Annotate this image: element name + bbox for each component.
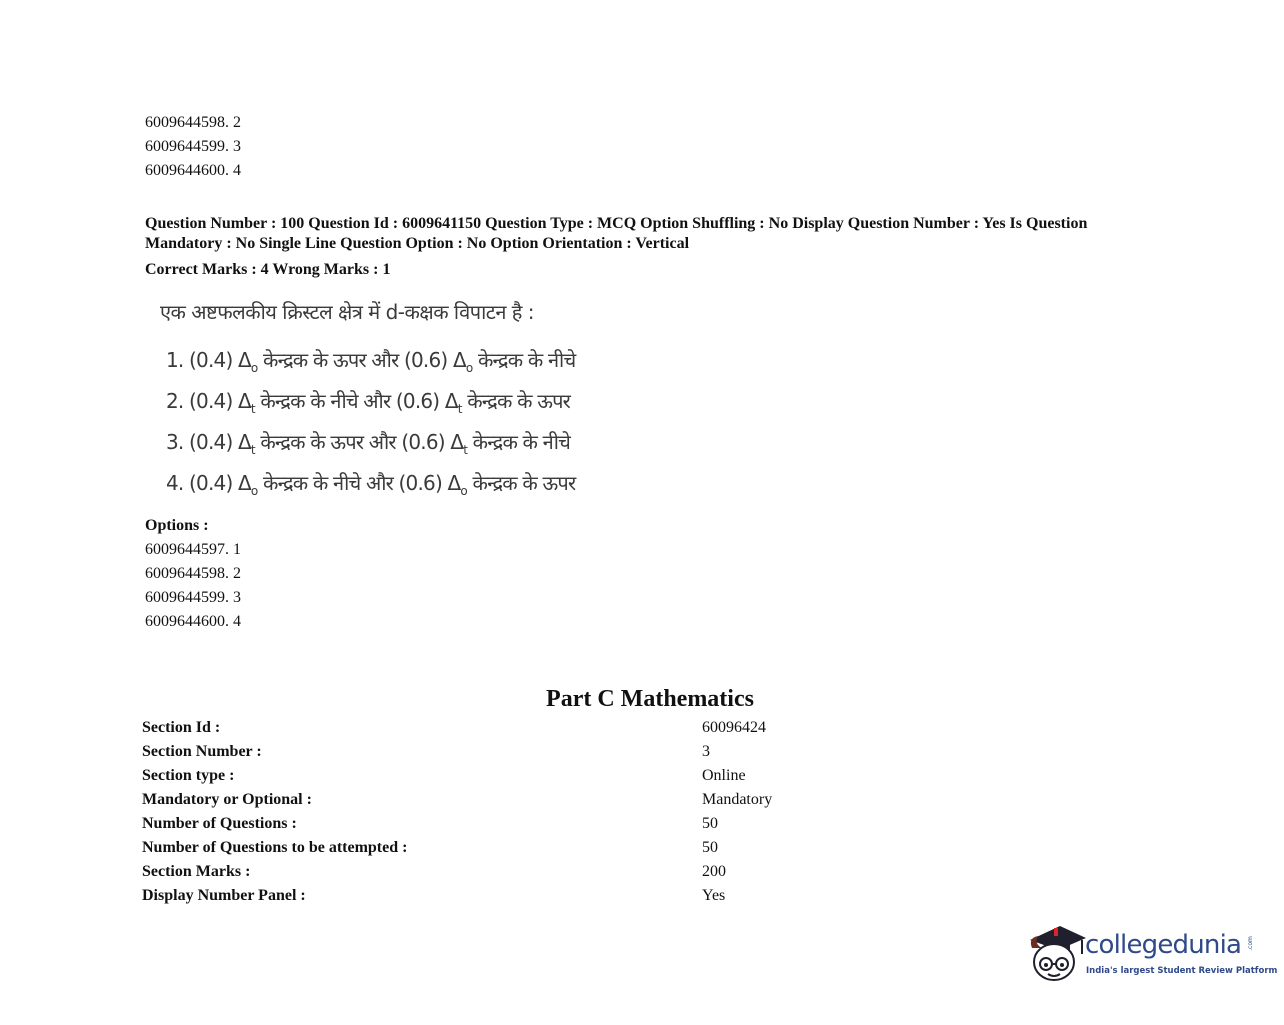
row-label: Display Number Panel : [142,887,306,904]
section-info-table [142,716,772,908]
table-row [142,860,772,884]
row-value: 50 [702,815,718,832]
question-meta: Question Number : 100 Question Id : 6009641150 Question Type : MCQ Option Shuffling : No Display Question Number : Yes Is Question Mandatory : No Single Line Question Option : No Option Orientation : Vertical [145,215,1088,252]
table-row [142,716,772,740]
option-line: 6009644600. 4 [145,613,241,630]
row-label: Section type : [142,767,235,784]
student-mascot-icon [1024,918,1088,988]
options-list [145,514,241,634]
option-line: 6009644597. 1 [145,541,241,558]
option-line: 6009644600. 4 [145,162,241,179]
brand-tagline: India's largest Student Review Platform [1086,966,1278,976]
table-row [142,740,772,764]
table-row [142,812,772,836]
option-line: 6009644598. 2 [145,565,241,582]
row-value: 60096424 [702,719,766,736]
option-line: 6009644599. 3 [145,138,241,155]
row-label: Number of Questions to be attempted : [142,839,408,856]
previous-question-options [145,111,241,183]
brand-name: collegedunia [1085,930,1242,960]
row-value: 200 [702,863,726,880]
table-row [142,788,772,812]
row-label: Section Id : [142,719,221,736]
collegedunia-logo [1022,916,1278,990]
question-option-1: 1. (0.4) $\Delta_o$ केन्द्रक के ऊपर और (0.6) $\Delta_o$ केन्द्रक के नीचे [166,348,576,375]
correct-marks: Correct Marks : 4 Wrong Marks : 1 [145,261,391,278]
row-label: Number of Questions : [142,815,297,832]
section-title: Part C Mathematics [546,686,754,712]
row-label: Mandatory or Optional : [142,791,312,808]
row-value: 3 [702,743,710,760]
row-value: 50 [702,839,718,856]
question-image [160,292,575,508]
option-line: 6009644598. 2 [145,114,241,131]
row-value: Mandatory [702,791,773,808]
question-option-3: 3. (0.4) $\Delta_t$ केन्द्रक के ऊपर और (0.6) $\Delta_t$ केन्द्रक के नीचे [166,430,571,457]
row-value: Online [702,767,746,784]
row-label: Section Number : [142,743,262,760]
table-row [142,884,772,908]
question-stem: एक अष्टफलकीय क्रिस्टल क्षेत्र में d-कक्षक विपाटन है : [160,300,535,324]
row-value: Yes [702,887,726,904]
option-line: 6009644599. 3 [145,589,241,606]
question-option-4: 4. (0.4) $\Delta_o$ केन्द्रक के नीचे और (0.6) $\Delta_o$ केन्द्रक के ऊपर [166,471,576,498]
row-label: Section Marks : [142,863,251,880]
table-row [142,764,772,788]
table-row [142,836,772,860]
question-option-2: 2. (0.4) $\Delta_t$ केन्द्रक के नीचे और (0.6) $\Delta_t$ केन्द्रक के ऊपर [166,389,571,416]
options-label: Options : [145,517,209,534]
brand-suffix: .com [1246,936,1254,951]
